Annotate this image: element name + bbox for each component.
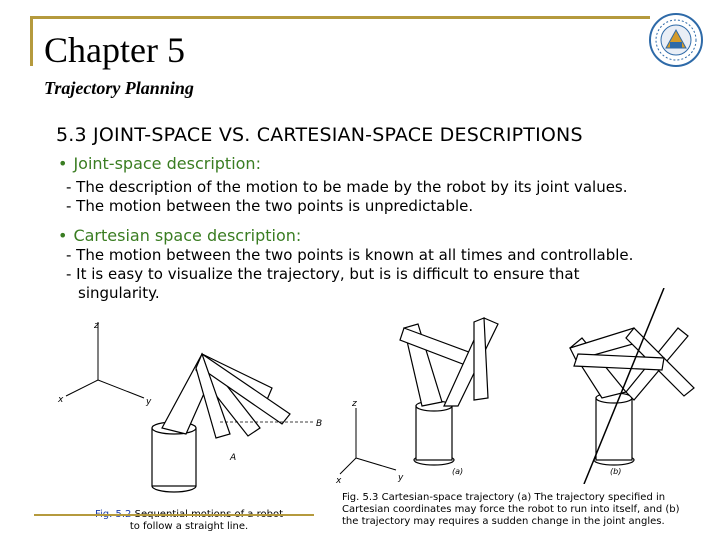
axis-z-label: z [352,399,357,409]
axis-x-label: x [336,476,342,484]
figure-caption-right [342,492,712,528]
axis-y-label: y [398,473,404,483]
caption-line: Cartesian coordinates may force the robot to run into itself, and (b) [342,504,680,515]
figure-label-a: (a) [452,467,464,476]
axis-x-label: x [58,395,64,405]
bullet-dot-icon: • [58,226,68,245]
bullet-line: singularity. [78,284,160,302]
robot-arm-b [570,328,694,465]
header-frame-corner [30,16,33,66]
header-frame-line [30,16,650,19]
robot-arm-a [400,318,498,465]
point-a-label: A [230,453,237,463]
figure-label-b: (b) [610,467,622,476]
axis-y-label: y [146,397,152,407]
footer-frame-line [34,514,314,516]
bullet-line: - The motion between the two points is unpredictable. [66,197,474,215]
axis-z-label: z [94,321,99,331]
bullet-label: Joint-space description: [73,154,261,173]
page-subtitle: Trajectory Planning [44,78,194,98]
robot-arm-left [152,354,290,492]
point-b-label: B [316,419,323,429]
page-title: Chapter 5 [44,30,185,70]
figure-cartesian-trajectory [334,288,706,484]
caption-line: the trajectory may requires a sudden change in the joint angles. [342,516,665,527]
bullet-line: - It is easy to visualize the trajectory, but is is difficult to ensure that [66,265,580,283]
bullet-cartesian-space [58,226,301,245]
caption-line: to follow a straight line. [129,521,249,532]
bullet-joint-space [58,154,261,173]
section-heading: 5.3 JOINT-SPACE VS. CARTESIAN-SPACE DESCRIPTIONS [56,124,583,146]
bullet-dot-icon: • [58,154,68,173]
bullet-line: - The motion between the two points is known at all times and controllable. [66,246,634,264]
bullet-label: Cartesian space description: [73,226,302,245]
figure-sequential-motions [52,318,342,508]
bullet-line: - The description of the motion to be made by the robot by its joint values. [66,178,628,196]
caption-line: Fig. 5.3 Cartesian-space trajectory (a) The trajectory specified in [342,492,666,503]
university-logo-icon [648,12,704,68]
figure-caption-left [84,509,294,533]
